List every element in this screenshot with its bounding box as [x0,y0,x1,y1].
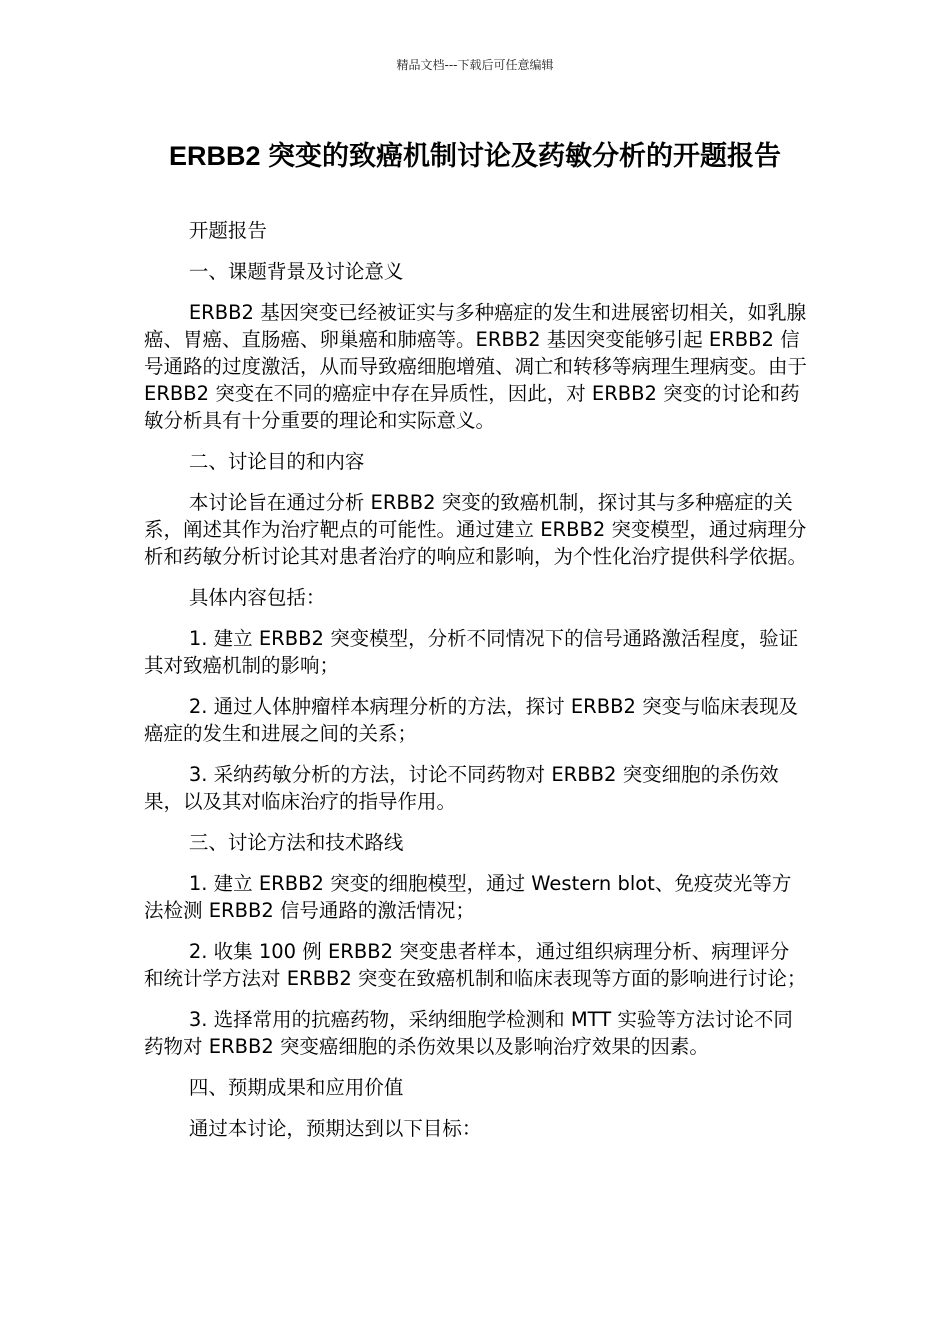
page-header: 精品文档---下载后可任意编辑 [396,58,554,72]
document-title: ERBB2 突变的致癌机制讨论及药敏分析的开题报告 [168,141,782,171]
paragraph-intro-heading: 开题报告 [188,219,267,242]
list-item-content-3: 3. 采纳药敏分析的方法，讨论不同药物对 ERBB2 突变细胞的杀伤效果，以及其对临床治疗的指导作用。 [144,763,779,813]
paragraph-outcomes-intro: 通过本讨论，预期达到以下目标： [188,1117,482,1140]
paragraph-contents-intro: 具体内容包括： [188,586,326,609]
list-item-content-1: 1. 建立 ERBB2 突变模型，分析不同情况下的信号通路激活程度，验证其对致癌机制的影响； [144,627,799,677]
section-heading-background: 一、课题背景及讨论意义 [188,260,404,283]
list-item-method-2: 2. 收集 100 例 ERBB2 突变患者样本，通过组织病理分析、病理评分和统计学方法对 ERBB2 突变在致癌机制和临床表现等方面的影响进行讨论； [144,940,807,990]
paragraph-background: ERBB2 基因突变已经被证实与多种癌症的发生和进展密切相关，如乳腺癌、胃癌、直肠癌、卵巢癌和肺癌等。ERBB2 基因突变能够引起 ERBB2 信号通路的过度激活，从而导致癌细胞增殖、凋亡和转移等病理生理病变。由于 ERBB2 突变在不同的癌症中存在异质性，因此，对 ERBB2 突变的讨论和药敏分析具有十分重要的理论和实际意义。 [144,301,808,432]
section-heading-outcomes: 四、预期成果和应用价值 [188,1076,404,1099]
list-item-method-1: 1. 建立 ERBB2 突变的细胞模型，通过 Western blot、免疫荧光等方法检测 ERBB2 信号通路的激活情况； [144,872,792,922]
section-heading-purpose: 二、讨论目的和内容 [188,450,365,473]
paragraph-purpose: 本讨论旨在通过分析 ERBB2 突变的致癌机制，探讨其与多种癌症的关系，阐述其作为治疗靶点的可能性。通过建立 ERBB2 突变模型，通过病理分析和药敏分析讨论其对患者治疗的响应和影响，为个性化治疗提供科学依据。 [144,491,808,568]
list-item-content-2: 2. 通过人体肿瘤样本病理分析的方法，探讨 ERBB2 突变与临床表现及癌症的发生和进展之间的关系； [144,695,799,745]
section-heading-methods: 三、讨论方法和技术路线 [188,831,404,854]
list-item-method-3: 3. 选择常用的抗癌药物，采纳细胞学检测和 MTT 实验等方法讨论不同药物对 ERBB2 突变癌细胞的杀伤效果以及影响治疗效果的因素。 [144,1008,793,1058]
document-body [144,217,808,1156]
